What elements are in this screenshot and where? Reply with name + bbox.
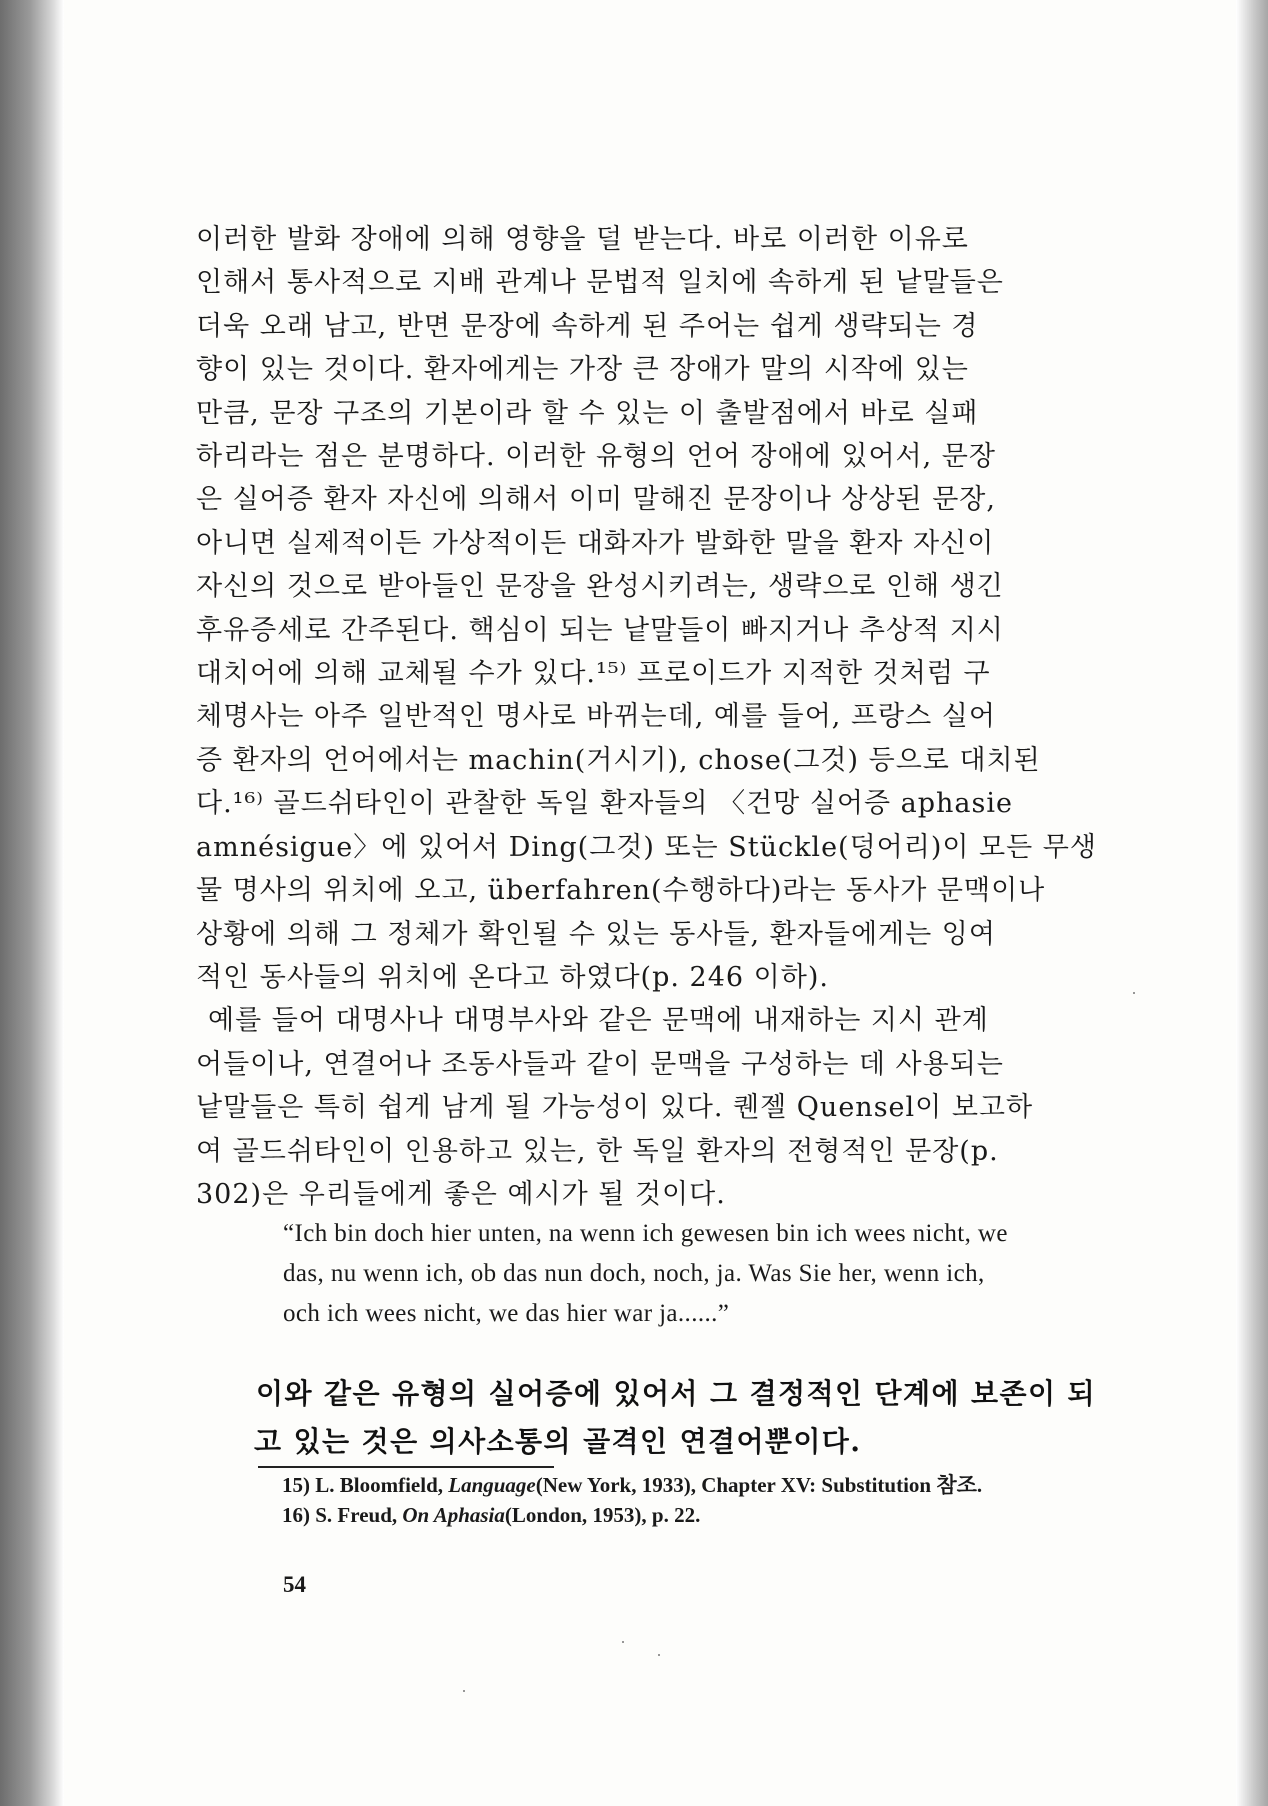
body-line: 물 명사의 위치에 오고, überfahren(수행하다)라는 동사가 문맥이나 [196,875,1046,907]
body-line: 향이 있는 것이다. 환자에게는 가장 큰 장애가 말의 시작에 있는 [196,354,969,386]
body-line: 후유증세로 간주된다. 핵심이 되는 낱말들이 빠지거나 추상적 지시 [196,614,1004,646]
conclusion-line: 이와 같은 유형의 실어증에 있어서 그 결정적인 단계에 보존이 되 [256,1377,1096,1410]
body-line: 다.¹⁶⁾ 골드쉬타인이 관찰한 독일 환자들의 〈건망 실어증 aphasie [196,788,1013,820]
footnote-16-suffix: (London, 1953), p. 22. [504,1503,701,1527]
footnote-15-title: Language [448,1473,536,1497]
body-line: 자신의 것으로 받아들인 문장을 완성시키려는, 생략으로 인해 생긴 [196,571,1004,603]
body-line: 예를 들어 대명사나 대명부사와 같은 문맥에 내재하는 지시 관계 [208,1005,989,1037]
quote-line: das, nu wenn ich, ob das nun doch, noch, ja. Was Sie her, wenn ich, [283,1260,985,1287]
body-line: 상황에 의해 그 정체가 확인될 수 있는 동사들, 환자들에게는 잉여 [196,918,996,950]
footnotes [282,1470,1142,1530]
footnote-16 [282,1500,1142,1530]
body-line: 아니면 실제적이든 가상적이든 대화자가 발화한 말을 환자 자신이 [196,527,995,559]
german-quote [283,1214,1123,1334]
body-line: 체명사는 아주 일반적인 명사로 바뀌는데, 예를 들어, 프랑스 실어 [196,701,996,733]
page-number: 54 [283,1572,306,1597]
conclusion-paragraph [256,1370,1126,1466]
footnote-15-suffix: (New York, 1933), Chapter XV: Substitution 참조. [535,1473,983,1497]
footnote-16-title: On Aphasia [402,1503,505,1527]
quote-line: och ich wees nicht, we das hier war ja......” [283,1300,730,1327]
body-line: 낱말들은 특히 쉽게 남게 될 가능성이 있다. 퀜젤 Quensel이 보고하 [196,1092,1034,1124]
body-line: 302)은 우리들에게 좋은 예시가 될 것이다. [196,1178,726,1210]
quote-line: “Ich bin doch hier unten, na wenn ich gewesen bin ich wees nicht, we [283,1220,1008,1247]
page-edge-shadow [1236,0,1268,1806]
scan-speck [1133,992,1135,994]
body-line: 하리라는 점은 분명하다. 이러한 유형의 언어 장애에 있어서, 문장 [196,441,996,473]
conclusion-line: 고 있는 것은 의사소통의 골격인 연결어뿐이다. [254,1425,862,1458]
body-line: 더욱 오래 남고, 반면 문장에 속하게 된 주어는 쉽게 생략되는 경 [196,310,979,342]
footnote-15-prefix: 15) L. Bloomfield, [282,1473,449,1497]
body-line: 어들이나, 연결어나 조동사들과 같이 문맥을 구성하는 데 사용되는 [196,1048,1004,1080]
scan-speck [463,1690,465,1692]
footnote-16-prefix: 16) S. Freud, [282,1503,403,1527]
footnote-15 [282,1470,1142,1500]
book-gutter-shadow [0,0,64,1806]
body-text [196,218,1118,1216]
body-line: 만큼, 문장 구조의 기본이라 할 수 있는 이 출발점에서 바로 실패 [196,397,979,429]
body-line: 증 환자의 언어에서는 machin(거시기), chose(그것) 등으로 대치된 [196,744,1041,776]
body-line: 적인 동사들의 위치에 온다고 하였다(p. 246 이하). [196,961,829,993]
body-line: 이러한 발화 장애에 의해 영향을 덜 받는다. 바로 이러한 이유로 [196,224,969,255]
scan-speck [622,1641,624,1643]
body-line: 대치어에 의해 교체될 수가 있다.¹⁵⁾ 프로이드가 지적한 것처럼 구 [196,658,991,690]
body-line: 은 실어증 환자 자신에 의해서 이미 말해진 문장이나 상상된 문장, [196,484,996,516]
footnote-divider [258,1466,554,1468]
body-line: amnésigue〉에 있어서 Ding(그것) 또는 Stückle(덩어리)이 모든 무생 [196,831,1097,863]
scan-speck [658,1654,660,1656]
body-line: 여 골드쉬타인이 인용하고 있는, 한 독일 환자의 전형적인 문장(p. [196,1135,999,1167]
body-line: 인해서 통사적으로 지배 관계나 문법적 일치에 속하게 된 낱말들은 [196,267,1004,299]
